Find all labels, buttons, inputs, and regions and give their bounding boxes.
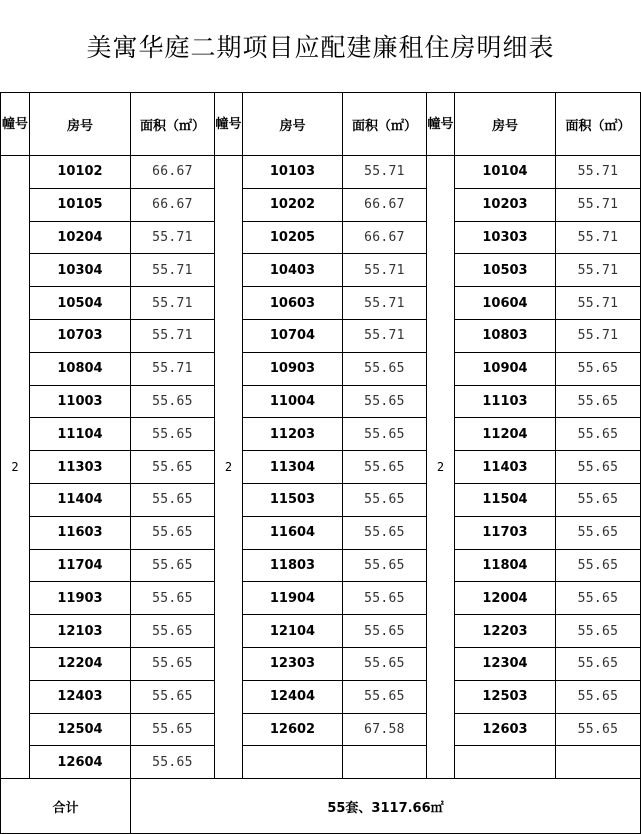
header-building-3: 幢号	[427, 93, 455, 156]
area-cell: 55.65	[131, 582, 215, 615]
room-number-cell: 11703	[455, 516, 556, 549]
room-number-cell: 12004	[455, 582, 556, 615]
room-number-cell: 10504	[30, 287, 131, 320]
room-number-cell: 10202	[243, 188, 343, 221]
area-cell: 55.65	[131, 451, 215, 484]
area-cell: 55.65	[131, 418, 215, 451]
area-cell: 55.71	[343, 254, 427, 287]
area-cell: 55.71	[343, 287, 427, 320]
header-row	[1, 93, 641, 156]
area-cell: 55.65	[131, 615, 215, 648]
area-cell: 55.65	[556, 352, 641, 385]
room-number-cell: 10603	[243, 287, 343, 320]
area-cell	[556, 746, 641, 779]
total-row	[1, 779, 641, 834]
table-row	[1, 221, 641, 254]
room-number-cell: 11403	[455, 451, 556, 484]
area-cell: 55.65	[131, 647, 215, 680]
header-room-1: 房号	[30, 93, 131, 156]
area-cell: 55.65	[131, 516, 215, 549]
table-row	[1, 549, 641, 582]
building-number-cell: 2	[215, 156, 243, 779]
room-number-cell: 11604	[243, 516, 343, 549]
room-number-cell: 12604	[30, 746, 131, 779]
room-number-cell: 12602	[243, 713, 343, 746]
room-number-cell: 10103	[243, 156, 343, 189]
area-cell: 55.65	[556, 615, 641, 648]
room-number-cell: 12303	[243, 647, 343, 680]
area-cell: 55.65	[556, 483, 641, 516]
room-number-cell: 10904	[455, 352, 556, 385]
area-cell: 55.71	[556, 221, 641, 254]
area-cell: 55.65	[343, 352, 427, 385]
room-number-cell: 12104	[243, 615, 343, 648]
area-cell	[343, 746, 427, 779]
table-row	[1, 713, 641, 746]
area-cell: 55.71	[556, 156, 641, 189]
room-number-cell: 11504	[455, 483, 556, 516]
room-number-cell	[243, 746, 343, 779]
table-row	[1, 647, 641, 680]
room-number-cell: 10604	[455, 287, 556, 320]
area-cell: 55.65	[343, 385, 427, 418]
area-cell: 66.67	[343, 188, 427, 221]
area-cell: 55.71	[131, 319, 215, 352]
building-number-cell: 2	[427, 156, 455, 779]
total-label: 合计	[1, 779, 131, 834]
area-cell: 55.71	[131, 352, 215, 385]
area-cell: 55.65	[556, 680, 641, 713]
area-cell: 55.65	[343, 680, 427, 713]
area-cell: 55.65	[556, 385, 641, 418]
room-number-cell: 12603	[455, 713, 556, 746]
area-cell: 55.65	[556, 418, 641, 451]
room-number-cell: 11803	[243, 549, 343, 582]
room-number-cell: 10803	[455, 319, 556, 352]
area-cell: 55.65	[131, 385, 215, 418]
room-number-cell: 10804	[30, 352, 131, 385]
room-number-cell: 12503	[455, 680, 556, 713]
table-row	[1, 615, 641, 648]
room-number-cell: 12404	[243, 680, 343, 713]
room-number-cell: 10304	[30, 254, 131, 287]
header-area-2: 面积（㎡）	[343, 93, 427, 156]
area-cell: 55.65	[343, 615, 427, 648]
area-cell: 55.71	[131, 221, 215, 254]
room-number-cell: 11903	[30, 582, 131, 615]
room-number-cell: 10403	[243, 254, 343, 287]
table-row	[1, 352, 641, 385]
table-row	[1, 287, 641, 320]
room-number-cell: 11003	[30, 385, 131, 418]
room-number-cell: 10205	[243, 221, 343, 254]
table-row	[1, 483, 641, 516]
room-number-cell: 11904	[243, 582, 343, 615]
area-cell: 55.71	[131, 287, 215, 320]
table-row	[1, 418, 641, 451]
table-row	[1, 188, 641, 221]
room-number-cell: 12304	[455, 647, 556, 680]
header-area-3: 面积（㎡）	[556, 93, 641, 156]
room-number-cell: 11304	[243, 451, 343, 484]
area-cell: 55.71	[343, 156, 427, 189]
header-building-1: 幢号	[1, 93, 30, 156]
area-cell: 55.71	[343, 319, 427, 352]
housing-table	[0, 92, 641, 834]
room-number-cell: 12504	[30, 713, 131, 746]
area-cell: 55.65	[343, 516, 427, 549]
area-cell: 55.65	[556, 713, 641, 746]
area-cell: 67.58	[343, 713, 427, 746]
area-cell: 55.65	[131, 549, 215, 582]
area-cell: 55.71	[131, 254, 215, 287]
area-cell: 55.71	[556, 319, 641, 352]
area-cell: 66.67	[131, 188, 215, 221]
room-number-cell: 11303	[30, 451, 131, 484]
header-building-2: 幢号	[215, 93, 243, 156]
room-number-cell: 10303	[455, 221, 556, 254]
room-number-cell: 12403	[30, 680, 131, 713]
area-cell: 66.67	[131, 156, 215, 189]
room-number-cell: 11404	[30, 483, 131, 516]
room-number-cell: 11603	[30, 516, 131, 549]
building-number-cell: 2	[1, 156, 30, 779]
table-row	[1, 680, 641, 713]
area-cell: 55.65	[343, 549, 427, 582]
room-number-cell: 11103	[455, 385, 556, 418]
room-number-cell: 12203	[455, 615, 556, 648]
room-number-cell: 12204	[30, 647, 131, 680]
table-row	[1, 385, 641, 418]
area-cell: 55.65	[131, 680, 215, 713]
room-number-cell: 10102	[30, 156, 131, 189]
room-number-cell	[455, 746, 556, 779]
area-cell: 55.65	[556, 516, 641, 549]
area-cell: 66.67	[343, 221, 427, 254]
table-row	[1, 254, 641, 287]
area-cell: 55.65	[556, 647, 641, 680]
room-number-cell: 11004	[243, 385, 343, 418]
area-cell: 55.65	[343, 647, 427, 680]
area-cell: 55.65	[343, 483, 427, 516]
table-row	[1, 156, 641, 189]
area-cell: 55.65	[131, 746, 215, 779]
area-cell: 55.65	[343, 451, 427, 484]
room-number-cell: 10703	[30, 319, 131, 352]
area-cell: 55.65	[343, 418, 427, 451]
area-cell: 55.65	[131, 713, 215, 746]
room-number-cell: 11804	[455, 549, 556, 582]
header-area-1: 面积（㎡）	[131, 93, 215, 156]
room-number-cell: 10903	[243, 352, 343, 385]
table-body	[1, 93, 641, 834]
room-number-cell: 10204	[30, 221, 131, 254]
total-value: 55套、3117.66㎡	[131, 779, 641, 834]
area-cell: 55.65	[556, 549, 641, 582]
room-number-cell: 10105	[30, 188, 131, 221]
area-cell: 55.65	[131, 483, 215, 516]
area-cell: 55.65	[343, 582, 427, 615]
room-number-cell: 10503	[455, 254, 556, 287]
table-row	[1, 516, 641, 549]
area-cell: 55.71	[556, 254, 641, 287]
area-cell: 55.65	[556, 582, 641, 615]
header-room-2: 房号	[243, 93, 343, 156]
room-number-cell: 11104	[30, 418, 131, 451]
header-room-3: 房号	[455, 93, 556, 156]
room-number-cell: 12103	[30, 615, 131, 648]
room-number-cell: 11503	[243, 483, 343, 516]
table-row	[1, 582, 641, 615]
table-row	[1, 451, 641, 484]
sheet-title: 美寓华庭二期项目应配建廉租住房明细表	[0, 0, 641, 93]
area-cell: 55.71	[556, 287, 641, 320]
room-number-cell: 11704	[30, 549, 131, 582]
room-number-cell: 11203	[243, 418, 343, 451]
area-cell: 55.65	[556, 451, 641, 484]
room-number-cell: 10203	[455, 188, 556, 221]
table-row	[1, 746, 641, 779]
table-row	[1, 319, 641, 352]
room-number-cell: 10104	[455, 156, 556, 189]
room-number-cell: 11204	[455, 418, 556, 451]
room-number-cell: 10704	[243, 319, 343, 352]
area-cell: 55.71	[556, 188, 641, 221]
